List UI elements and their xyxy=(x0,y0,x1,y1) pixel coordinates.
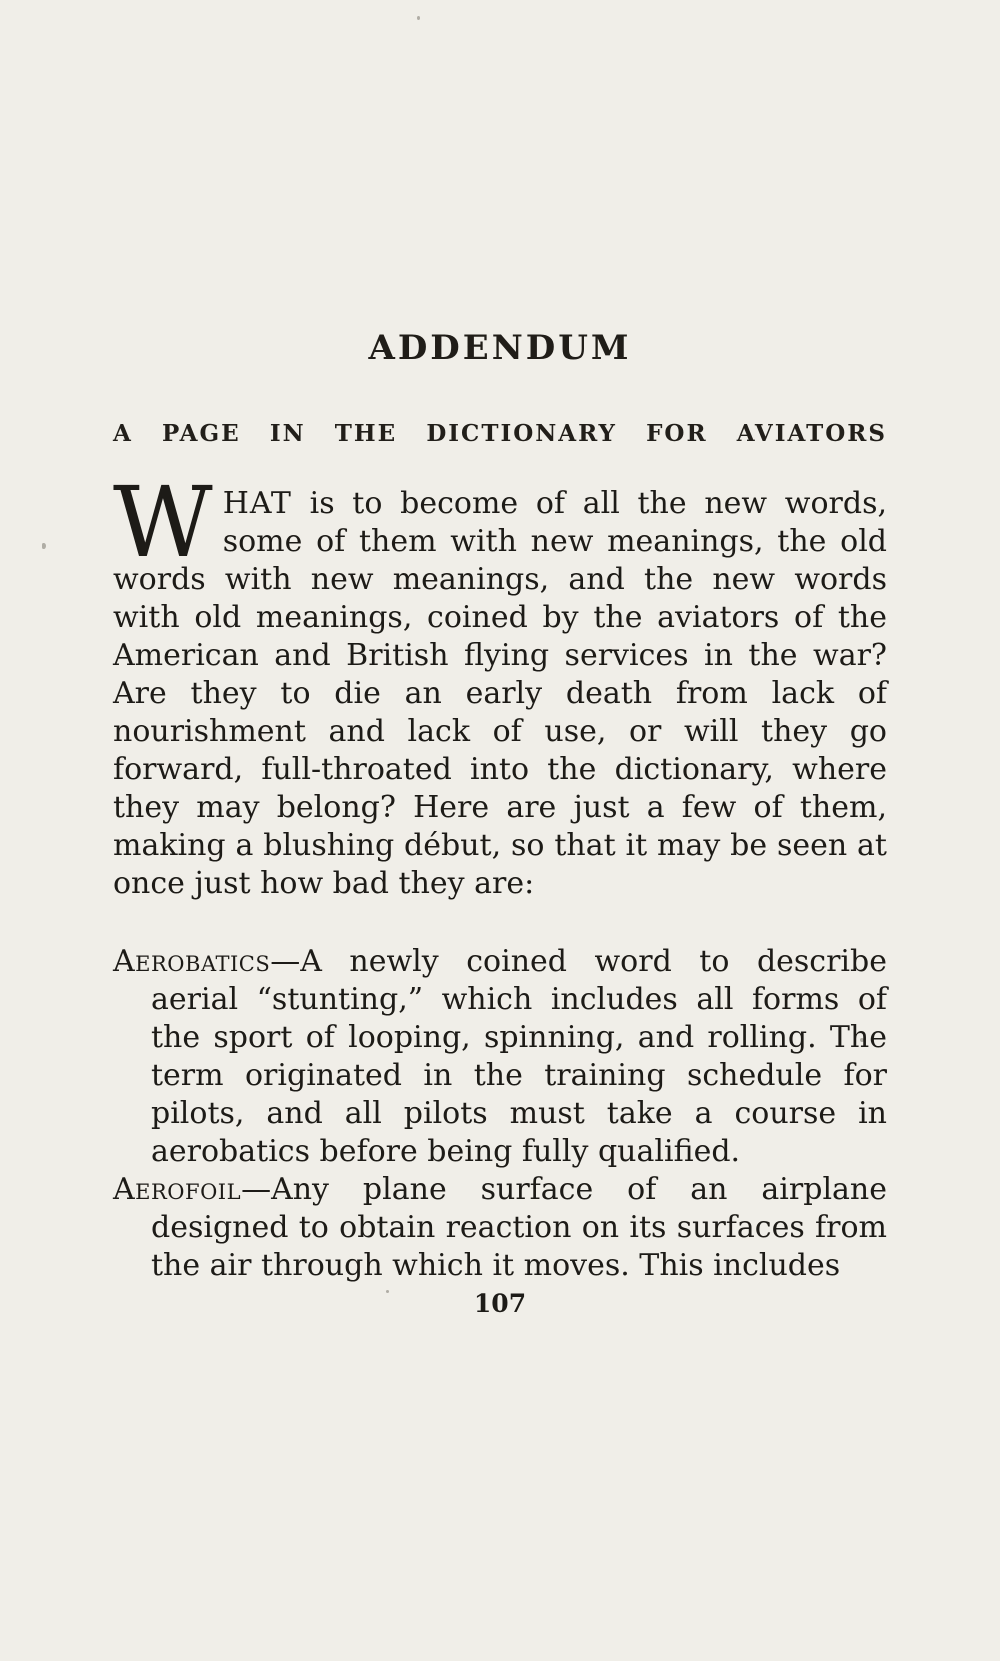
book-page xyxy=(113,0,887,1318)
entry-aerobatics xyxy=(113,943,887,1171)
intro-paragraph xyxy=(113,466,887,903)
entry-term: Aerobatics xyxy=(113,944,271,979)
page-title: ADDENDUM xyxy=(368,328,632,368)
page-number: 107 xyxy=(473,1289,527,1318)
scan-artifact xyxy=(42,543,46,549)
intro-text: is to become of all the new words, some of them with new meanings, the old words with new meanings, and the new words with old meanings, coined by the aviators of the American and British flying services in the war? Are they to die an early death from lack of nourishment and lack of use, or will they go forward, full-throated into the dictionary, where they may belong? Here are just a few of them, making a blushing début, so that it may be seen at once just how bad they are: xyxy=(113,486,887,901)
page-subtitle: A PAGE IN THE DICTIONARY FOR AVIATORS xyxy=(113,420,887,447)
entry-term: Aerofoil xyxy=(113,1172,242,1207)
dictionary-entries xyxy=(113,943,887,1285)
entry-aerofoil xyxy=(113,1171,887,1285)
intro-lead-caps: HAT xyxy=(222,486,292,521)
entry-definition: —A newly coined word to describe aerial “stunting,” which includes all forms of the sport of looping, spinning, and rolling. The term originated in the training schedule for pilots, and all pilots must take a course in aerobatics before being fully qualified. xyxy=(151,944,887,1169)
dropcap-w: W xyxy=(113,466,213,579)
entry-definition: —Any plane surface of an airplane designed to obtain reaction on its surfaces from the air through which it moves. This includes xyxy=(151,1172,887,1283)
